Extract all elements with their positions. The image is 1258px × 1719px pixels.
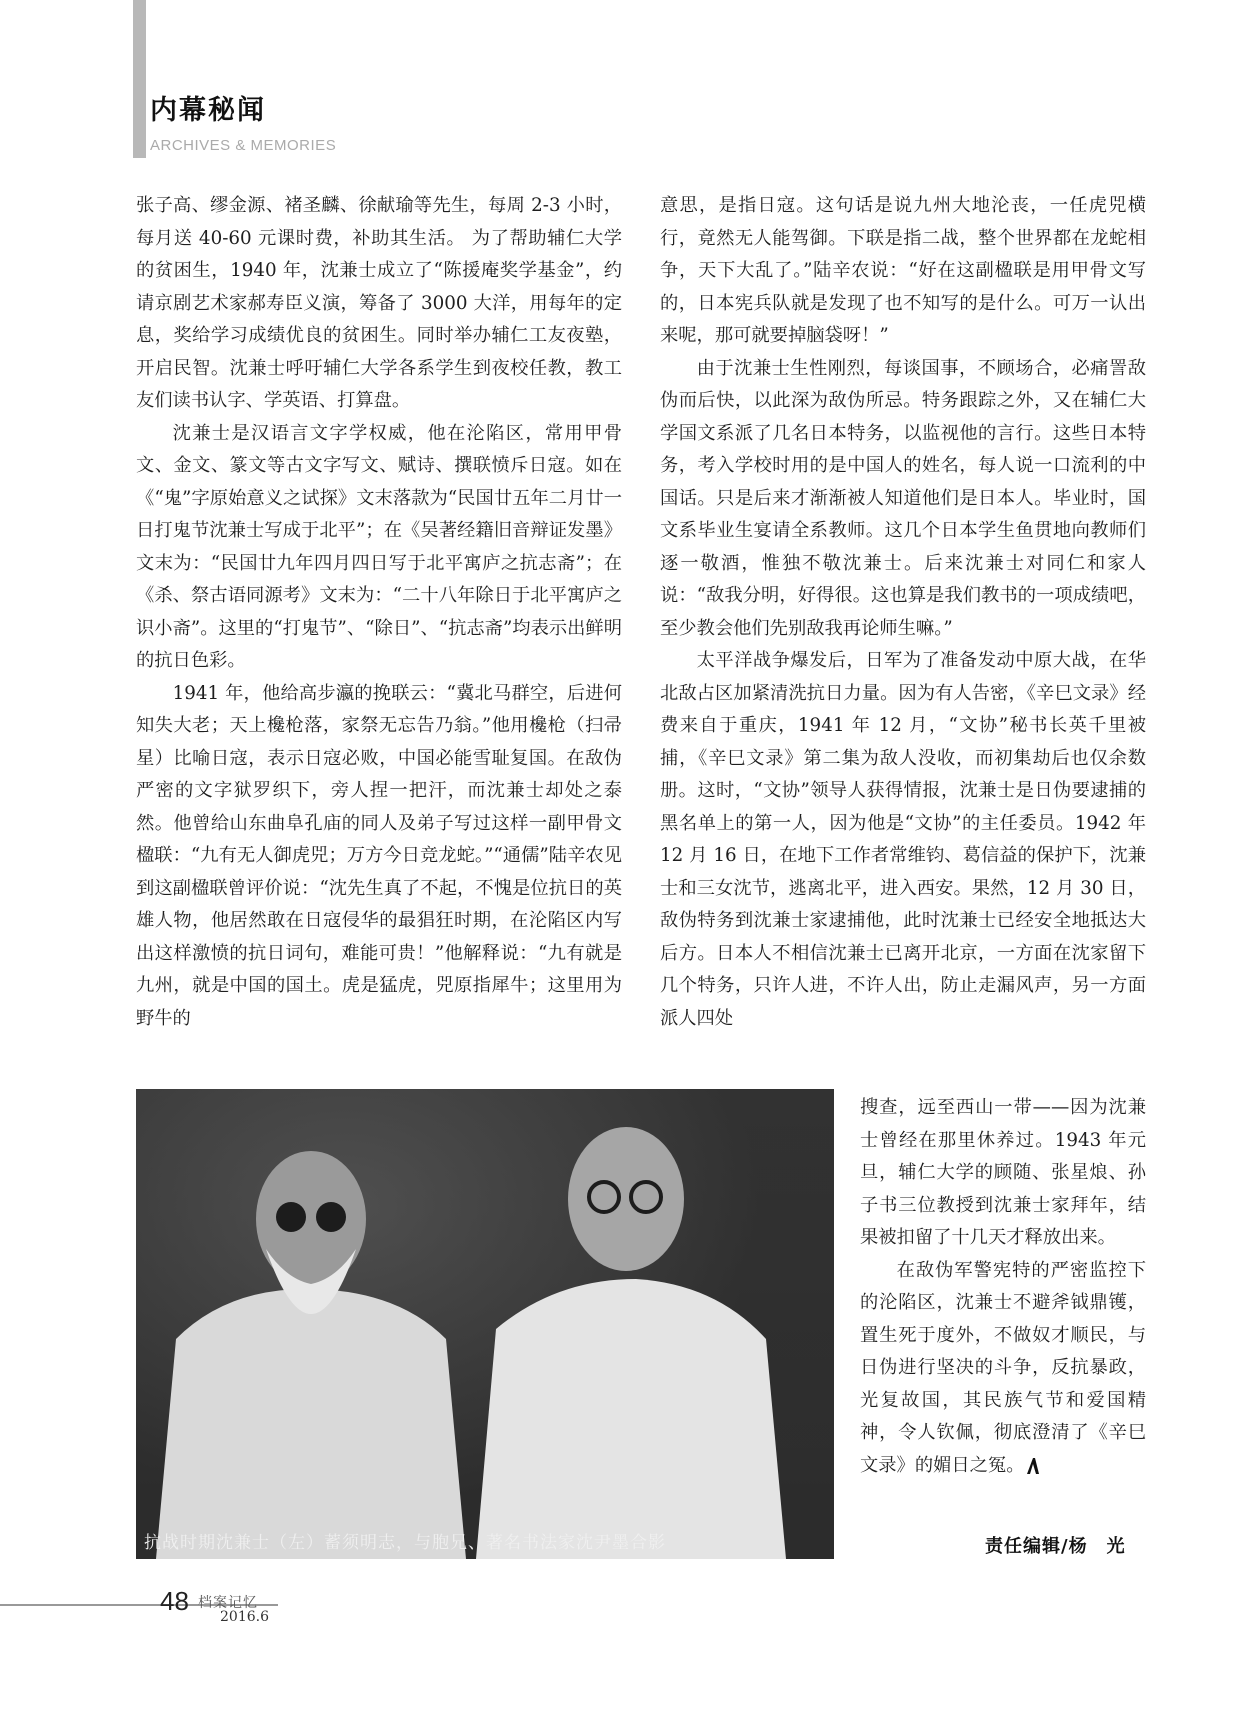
paragraph: 搜查，远至西山一带——因为沈兼士曾经在那里休养过。1943 年元旦，辅仁大学的顾随、张星烺、孙子书三位教授到沈兼士家拜年，结果被扣留了十几天才释放出来。 — [860, 1097, 1146, 1248]
header-accent-bar — [133, 0, 146, 158]
article-column-right — [660, 190, 1146, 1090]
left-figure-robe — [156, 1289, 466, 1559]
issue-date: 2016.6 — [220, 1609, 269, 1625]
paragraph-text: 在敌伪军警宪特的严密监控下的沦陷区，沈兼士不避斧钺鼎镬，置生死于度外，不做奴才顺民，与日伪进行坚决的斗争，反抗暴政，光复故国，其民族气节和爱国精神，令人钦佩，彻底澄清了《辛巳文录》的媚日之冤。 — [860, 1259, 1146, 1476]
left-figure-glasses-left — [276, 1202, 306, 1232]
article-column-right-bottom — [860, 1092, 1146, 1528]
magazine-name: 档案记忆 — [198, 1595, 258, 1611]
right-figure-robe — [476, 1279, 786, 1559]
paragraph: 太平洋战争爆发后，日军为了准备发动中原大战，在华北敌占区加紧清洗抗日力量。因为有人告密，《辛巳文录》经费来自于重庆，1941 年 12 月，“文协”秘书长英千里被捕，《辛巳文录》第二集为敌人没收，而初集劫后也仅余数册。这时，“文协”领导人获得情报，沈兼士是日伪要逮捕的黑名单上的第一人，因为他是“文协”的主任委员。1942 年 12 月 16 日，在地下工作者常维钧、葛信益的保护下，沈兼士和三女沈节，逃离北平，进入西安。果然，12 月 30 日，敌伪特务到沈兼士家逮捕他，此时沈兼士已经安全地抵达大后方。日本人不相信沈兼士已离开北京，一方面在沈家留下几个特务，只许人进，不许人出，防止走漏风声，另一方面派人四处 — [660, 650, 1146, 1029]
article-column-left — [136, 190, 622, 1060]
photo-figures — [136, 1089, 834, 1559]
historical-photo — [136, 1089, 834, 1559]
paragraph: 沈兼士是汉语言文字学权威，他在沦陷区，常用甲骨文、金文、篆文等古文字写文、赋诗、撰联愤斥日寇。如在《“鬼”字原始意义之试探》文末落款为“民国廿五年二月廿一日打鬼节沈兼士写成于北平”；在《吴著经籍旧音辩证发墨》文末为：“民国廿九年四月四日写于北平寓庐之抗志斋”；在《杀、祭古语同源考》文末为：“二十八年除日于北平寓庐之识小斋”。这里的“打鬼节”、“除日”、“抗志斋”均表示出鲜明的抗日色彩。 — [136, 422, 622, 671]
section-title: 内幕秘闻 — [150, 95, 266, 126]
photo-caption: 抗战时期沈兼士（左）蓄须明志，与胞兄、著名书法家沈尹墨合影 — [144, 1533, 666, 1553]
paragraph: 由于沈兼士生性刚烈，每谈国事，不顾场合，必痛詈敌伪而后快，以此深为敌伪所忌。特务跟踪之外，又在辅仁大学国文系派了几名日本特务，以监视他的言行。这些日本特务，考入学校时用的是中国人的姓名，每人说一口流利的中国话。只是后来才渐渐被人知道他们是日本人。毕业时，国文系毕业生宴请全系教师。这几个日本学生鱼贯地向教师们逐一敬酒，惟独不敬沈兼士。后来沈兼士对同仁和家人说：“敌我分明，好得很。这也算是我们教书的一项成绩吧，至少教会他们先别敌我再论师生嘛。” — [660, 357, 1146, 639]
right-figure-head — [568, 1127, 684, 1271]
paragraph: 张子高、缪金源、褚圣麟、徐献瑜等先生，每周 2-3 小时，每月送 40-60 元课时费，补助其生活。 为了帮助辅仁大学的贫困生，1940 年，沈兼士成立了“陈援庵奖学基金”，约请京剧艺术家郝寿臣义演，筹备了 3000 大洋，用每年的定息，奖给学习成绩优良的贫困生。同时举办辅仁工友夜塾，开启民智。沈兼士呼吁辅仁大学各系学生到夜校任教，教工友们读书认字、学英语、打算盘。 — [136, 195, 622, 411]
left-figure-glasses-right — [316, 1202, 346, 1232]
responsible-editor: 责任编辑/杨 光 — [985, 1536, 1126, 1557]
paragraph — [860, 1255, 1146, 1483]
paragraph: 1941 年，他给高步瀛的挽联云：“冀北马群空，后进何知失大老；天上欃枪落，家祭无忘告乃翁。”他用欃枪（扫帚星）比喻日寇，表示日寇必败，中国必能雪耻复国。在敌伪严密的文字狱罗织下，旁人捏一把汗，而沈兼士却处之泰然。他曾给山东曲阜孔庙的同人及弟子写过这样一副甲骨文楹联：“九有无人御虎兕；万方今日竞龙蛇。”“通儒”陆辛农见到这副楹联曾评价说：“沈先生真了不起，不愧是位抗日的英雄人物，他居然敢在日寇侵华的最猖狂时期，在沦陷区内写出这样激愤的抗日词句，难能可贵！”他解释说：“九有就是九州，就是中国的国土。虎是猛虎，兕原指犀牛；这里用为野牛的 — [136, 682, 622, 1029]
section-subtitle: ARCHIVES & MEMORIES — [150, 137, 337, 154]
left-figure-head — [256, 1151, 366, 1287]
paragraph: 意思，是指日寇。这句话是说九州大地沦丧，一任虎兕横行，竟然无人能驾御。下联是指二战，整个世界都在龙蛇相争，天下大乱了。”陆辛农说：“好在这副楹联是用甲骨文写的，日本宪兵队就是发现了也不知写的是什么。可万一认出来呢，那可就要掉脑袋呀！” — [660, 195, 1146, 346]
page-number: 48 — [160, 1586, 189, 1616]
end-mark-icon — [1025, 1457, 1041, 1475]
